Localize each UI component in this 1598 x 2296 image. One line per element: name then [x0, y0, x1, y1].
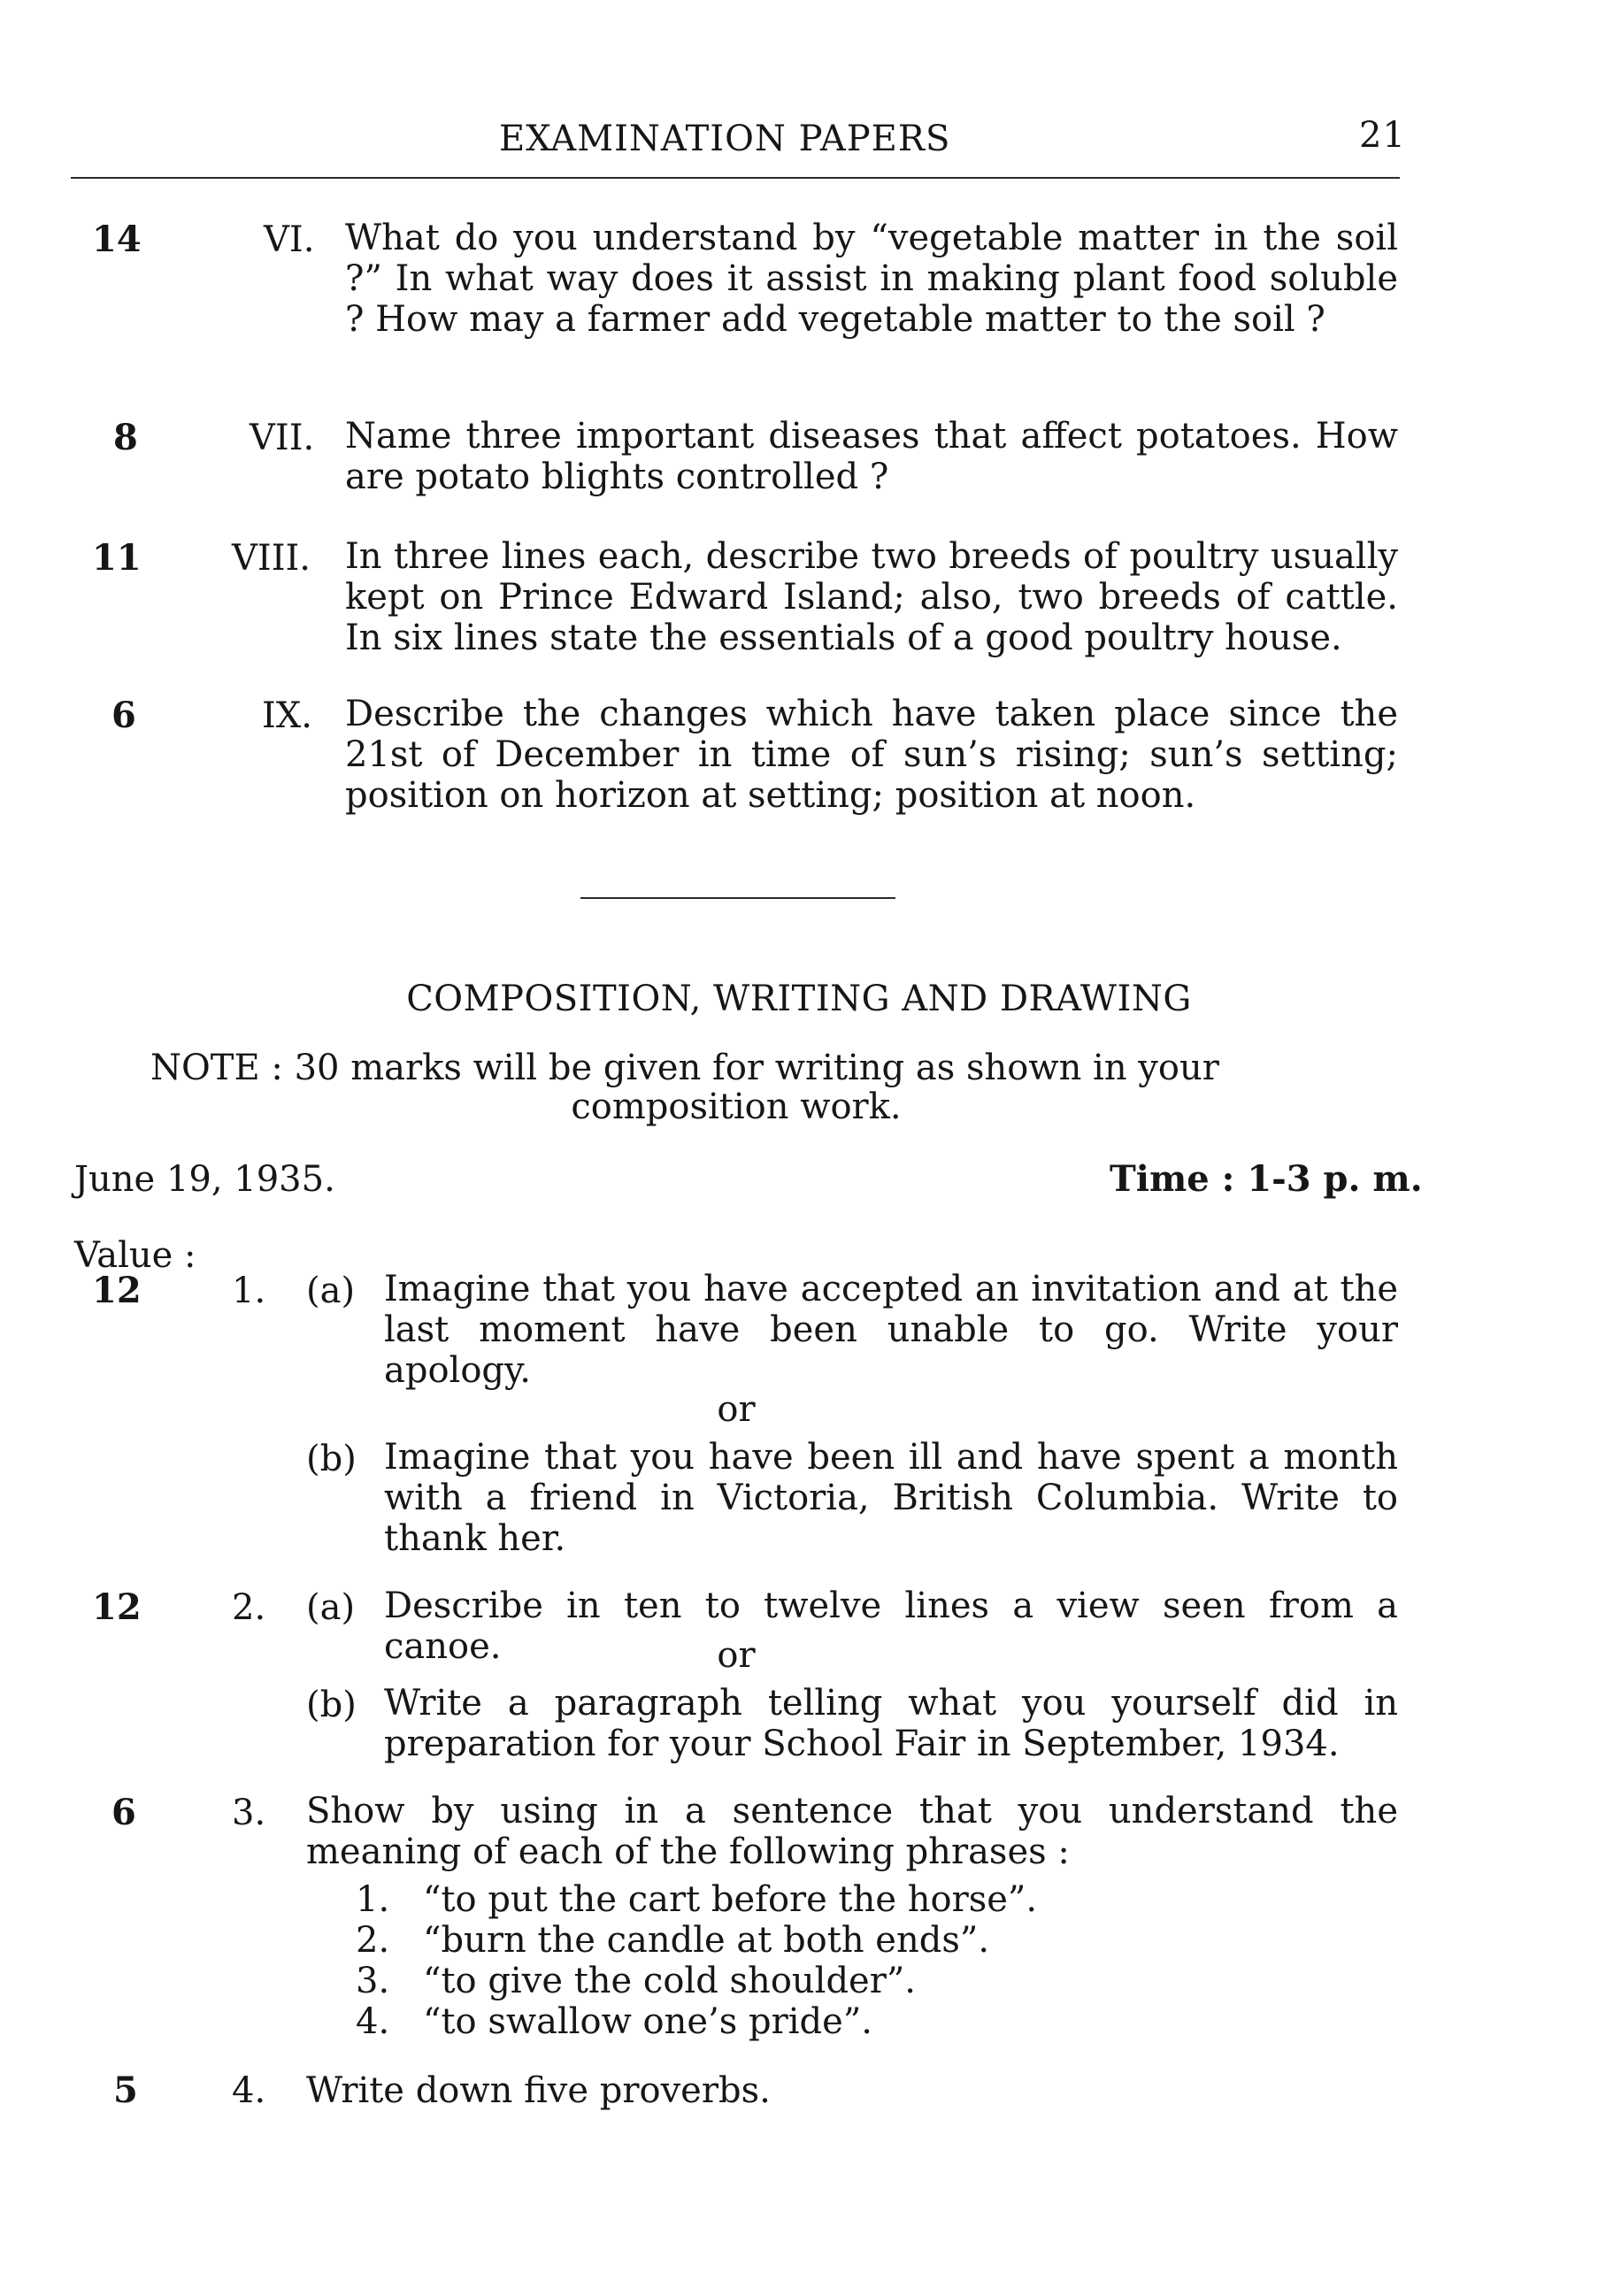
note-line-2: composition work. — [571, 1087, 902, 1127]
running-header-title: EXAMINATION PAPERS — [499, 119, 951, 159]
section-title: COMPOSITION, WRITING AND DRAWING — [406, 979, 1192, 1019]
question-number: 3. — [232, 1793, 266, 1833]
phrase-number: 3. — [356, 1961, 390, 2001]
question-number: VI. — [264, 219, 315, 260]
option-b-text: Write a paragraph telling what you yourself did in preparation for your School Fair in September, 1934. — [384, 1683, 1398, 1764]
question-mark-value: 8 — [113, 417, 138, 458]
question-text: What do you understand by “vegetable matter in the soil ?” In what way does it assist in making plant food soluble ? How may a farmer add vegetable matter to the soil ? — [345, 218, 1398, 340]
section-divider — [580, 897, 895, 899]
header-rule — [71, 177, 1400, 179]
note-line-1: NOTE : 30 marks will be given for writing as shown in your — [150, 1048, 1219, 1088]
option-b-label: (b) — [306, 1439, 357, 1479]
question-number: 4. — [232, 2070, 266, 2111]
page-number: 21 — [1359, 115, 1406, 156]
question-mark-value: 11 — [92, 537, 142, 579]
exam-date: June 19, 1935. — [74, 1159, 335, 1200]
phrase-text: “to swallow one’s pride”. — [423, 2001, 872, 2042]
question-number: 1. — [232, 1271, 266, 1311]
phrase-text: “burn the candle at both ends”. — [423, 1920, 990, 1961]
question-text: Write down five proverbs. — [306, 2070, 771, 2111]
question-mark-value: 14 — [92, 219, 142, 260]
question-number: IX. — [262, 695, 312, 736]
or-separator: or — [717, 1635, 756, 1676]
option-b-text: Imagine that you have been ill and have spent a month with a friend in Victoria, British Columbia. Write to thank her. — [384, 1437, 1398, 1559]
question-text: Show by using in a sentence that you understand the meaning of each of the following phrases : — [306, 1791, 1398, 1872]
question-text: In three lines each, describe two breeds of poultry usually kept on Prince Edward Island; also, two breeds of cattle. In six lines state the essentials of a good poultry house. — [345, 536, 1398, 658]
question-mark-value: 12 — [92, 1586, 142, 1628]
option-b-label: (b) — [306, 1685, 357, 1725]
question-text: Describe the changes which have taken place since the 21st of December in time of sun’s rising; sun’s setting; position on horizon at setting; position at noon. — [345, 694, 1398, 816]
phrase-number: 4. — [356, 2001, 390, 2042]
question-mark-value: 6 — [111, 695, 136, 736]
option-a-label: (a) — [306, 1587, 356, 1628]
option-a-label: (a) — [306, 1271, 356, 1311]
option-a-text: Imagine that you have accepted an invitation and at the last moment have been unable to go. Write your apology. — [384, 1269, 1398, 1391]
question-mark-value: 12 — [92, 1270, 142, 1311]
phrase-number: 2. — [356, 1920, 390, 1961]
value-label: Value : — [74, 1235, 196, 1276]
question-number: 2. — [232, 1587, 266, 1628]
exam-time: Time : 1-3 p. m. — [1110, 1158, 1423, 1200]
question-text: Name three important diseases that affect potatoes. How are potato blights controlled ? — [345, 416, 1398, 497]
question-mark-value: 5 — [113, 2069, 138, 2111]
option-a-text: Describe in ten to twelve lines a view seen from a canoe. — [384, 1586, 1398, 1667]
or-separator: or — [717, 1389, 756, 1430]
question-number: VIII. — [232, 538, 311, 579]
phrase-number: 1. — [356, 1879, 390, 1920]
phrase-text: “to put the cart before the horse”. — [423, 1879, 1038, 1920]
phrase-text: “to give the cold shoulder”. — [423, 1961, 917, 2001]
question-mark-value: 6 — [111, 1792, 136, 1833]
question-number: VII. — [250, 418, 315, 458]
